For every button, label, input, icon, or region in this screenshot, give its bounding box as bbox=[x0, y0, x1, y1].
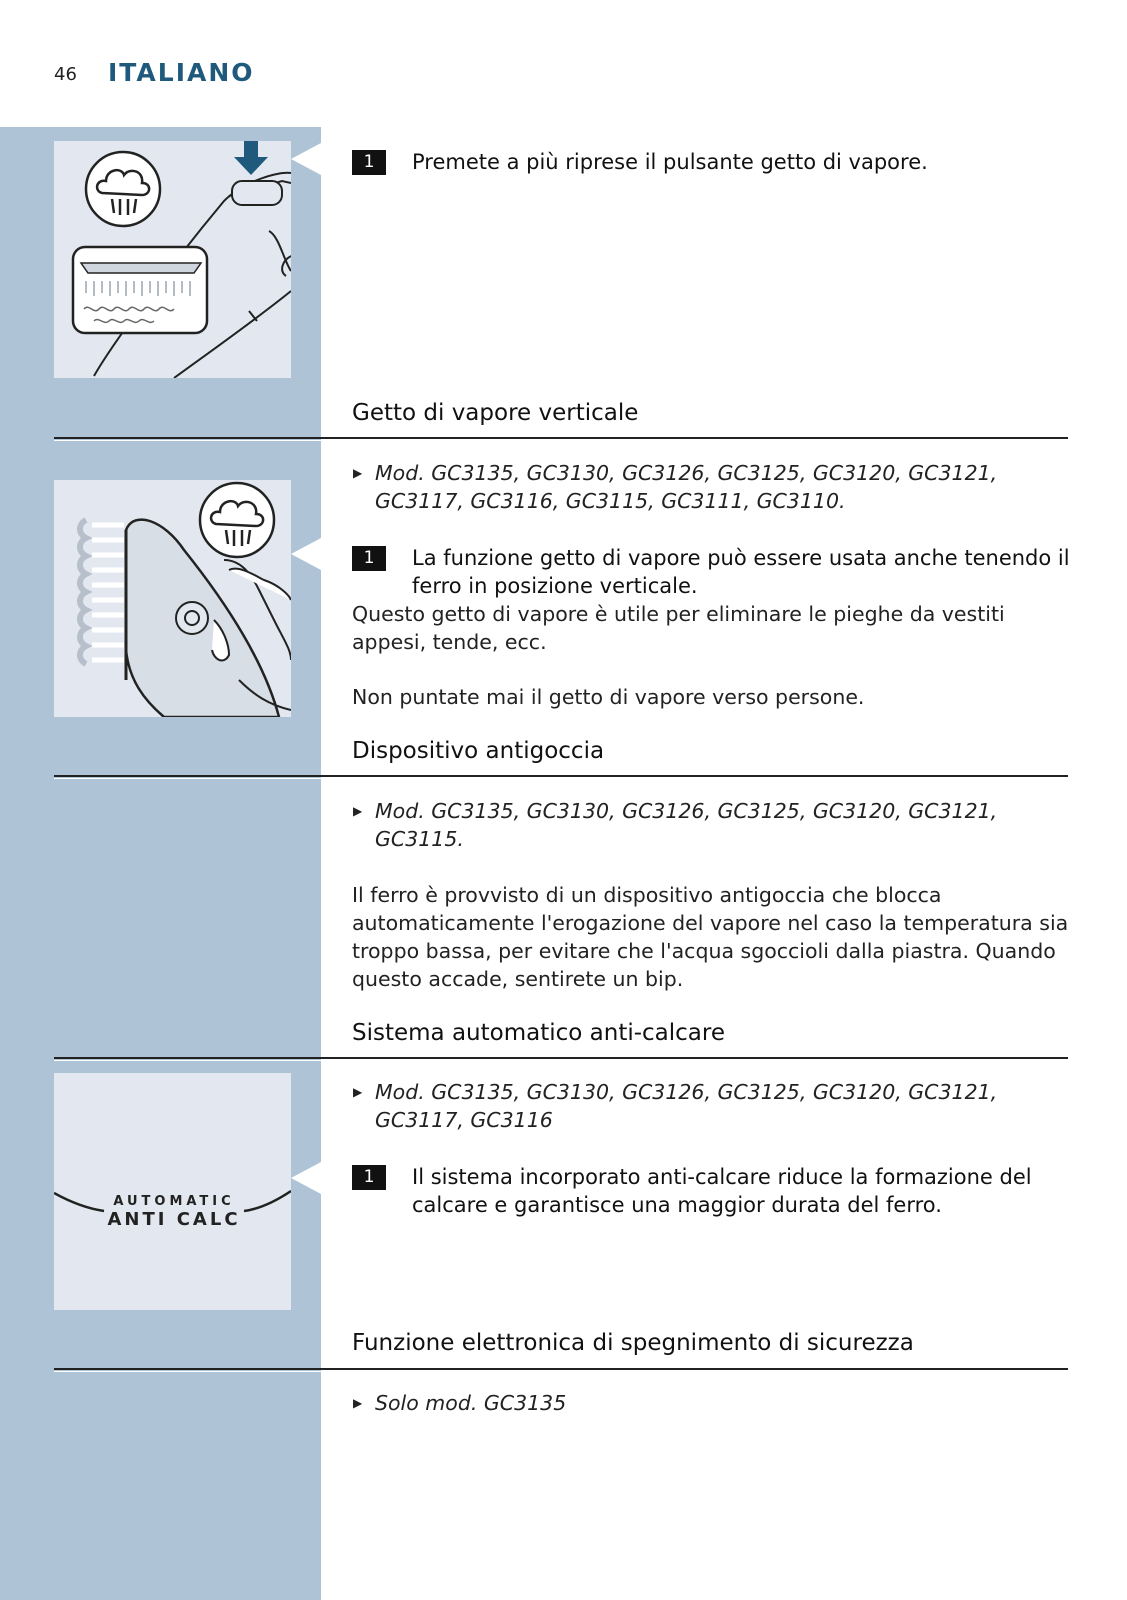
figure-pointer bbox=[291, 538, 321, 570]
step-text: Premete a più riprese il pulsante getto di vapore. bbox=[412, 150, 928, 174]
section-divider bbox=[54, 775, 1068, 777]
section-heading-anti-calc: Sistema automatico anti-calcare bbox=[352, 1020, 725, 1046]
step-text: La funzione getto di vapore può essere usata anche tenendo il ferro in posizione verticale. bbox=[412, 546, 1070, 598]
step-vertical-steam bbox=[352, 544, 1072, 600]
figure-pointer bbox=[291, 1162, 321, 1194]
step-number: 1 bbox=[352, 150, 386, 175]
section-heading-drip-stop: Dispositivo antigoccia bbox=[352, 738, 605, 764]
paragraph: Il ferro è provvisto di un dispositivo antigoccia che blocca automaticamente l'erogazione del vapore nel caso la temperatura sia troppo bassa, per evitare che l'acqua sgoccioli dalla piastra. Quando questo accade, sentirete un bip. bbox=[352, 883, 1069, 991]
section-heading-safety-shutoff: Funzione elettronica di spegnimento di sicurezza bbox=[352, 1330, 914, 1356]
section-language-title: ITALIANO bbox=[108, 58, 255, 87]
iron-vertical-graphic bbox=[54, 480, 291, 717]
step-anti-calc bbox=[352, 1163, 1072, 1219]
section-divider bbox=[54, 1057, 1068, 1059]
vertical-steam-illustration bbox=[54, 480, 291, 717]
steam-shot-illustration bbox=[54, 141, 291, 378]
model-list: ▶ Mod. GC3135, GC3130, GC3126, GC3125, GC3120, GC3121, GC3117, GC3116 bbox=[353, 1080, 998, 1132]
figure-pointer bbox=[291, 143, 321, 175]
intro-step bbox=[352, 148, 1072, 176]
bullet-triangle-icon: ▶ bbox=[353, 1085, 363, 1099]
model-list: ▶ Solo mod. GC3135 bbox=[353, 1391, 567, 1415]
bullet-triangle-icon: ▶ bbox=[353, 1396, 363, 1410]
steam-shot-icon bbox=[200, 483, 274, 557]
model-list: ▶ Mod. GC3135, GC3130, GC3126, GC3125, GC3120, GC3121, GC3117, GC3116, GC3115, GC3111, GC3110. bbox=[353, 461, 998, 513]
soleplate-steam-detail bbox=[73, 247, 207, 333]
step-number: 1 bbox=[352, 546, 386, 571]
bullet-triangle-icon: ▶ bbox=[353, 804, 363, 818]
warning-paragraph: Non puntate mai il getto di vapore verso persone. bbox=[352, 685, 865, 709]
automatic-label: AUTOMATIC bbox=[113, 1194, 235, 1209]
arrow-down-icon bbox=[234, 141, 268, 175]
section-heading-vertical-steam: Getto di vapore verticale bbox=[352, 400, 639, 426]
iron-top-view-graphic bbox=[54, 141, 291, 378]
steam-cloud-graphic bbox=[80, 520, 124, 664]
steam-shot-icon bbox=[86, 152, 160, 226]
paragraph: Questo getto di vapore è utile per eliminare le pieghe da vestiti appesi, tende, ecc. bbox=[352, 602, 1005, 654]
anti-calc-label-graphic bbox=[54, 1073, 291, 1310]
model-list: ▶ Mod. GC3135, GC3130, GC3126, GC3125, GC3120, GC3121, GC3115. bbox=[353, 799, 998, 851]
anti-calc-label: ANTI CALC bbox=[107, 1209, 241, 1230]
bullet-triangle-icon: ▶ bbox=[353, 466, 363, 480]
page-number: 46 bbox=[54, 64, 77, 85]
step-number: 1 bbox=[352, 1165, 386, 1190]
section-divider bbox=[54, 1368, 1068, 1370]
section-divider bbox=[54, 437, 1068, 439]
anti-calc-illustration bbox=[54, 1073, 291, 1310]
step-text: Il sistema incorporato anti-calcare riduce la formazione del calcare e garantisce una maggior durata del ferro. bbox=[412, 1165, 1032, 1217]
